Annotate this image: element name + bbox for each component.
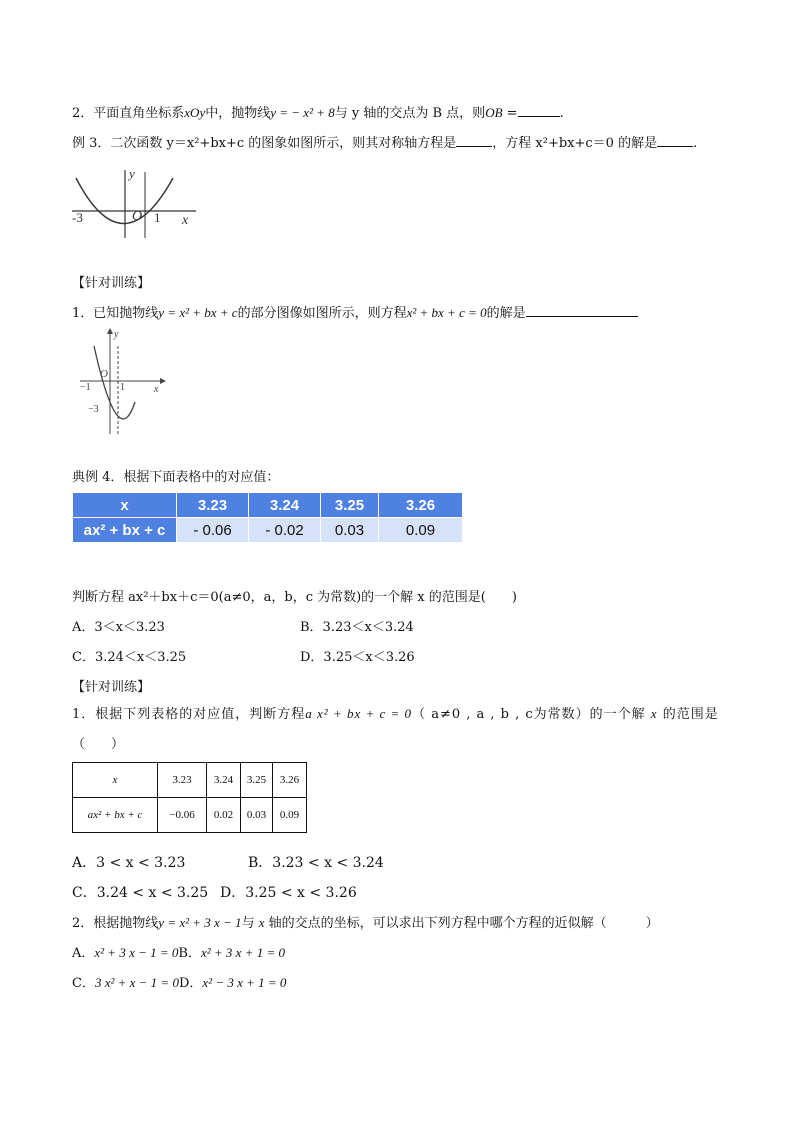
q2-eq: = <box>502 106 518 121</box>
ex4-option-c[interactable]: C．3.24＜x＜3.25 <box>72 650 187 665</box>
drill2-table-header-cell: 3.26 <box>273 763 307 798</box>
q2-suffix: 与 y 轴的交点为 B 点，则 <box>334 106 486 121</box>
drill2-q2-option-c-label[interactable]: C． <box>72 976 95 991</box>
ex4-option-d[interactable]: D．3.25＜x＜3.26 <box>300 650 415 665</box>
ex4-table-value-row <box>73 518 463 543</box>
drill1-parabola-graph <box>78 326 168 436</box>
drill1-formula: y = x² + bx + c <box>158 305 238 320</box>
drill2-q2-option-a-eq[interactable]: x² + 3 x − 1 = 0 <box>94 945 179 960</box>
drill2-q1-text: 1．根据下列表格的对应值，判断方程 <box>72 707 306 722</box>
ex4-option-b[interactable]: B．3.23＜x＜3.24 <box>300 620 414 635</box>
drill2-q2-option-d-label[interactable]: D． <box>178 976 203 991</box>
drill2-q2-option-a-label[interactable]: A． <box>72 946 95 961</box>
ex4-question: 判断方程 ax²＋bx＋c＝0(a≠0，a，b，c 为常数)的一个解 x 的范围是( ) <box>72 590 517 605</box>
drill2-q2-option-b-eq[interactable]: x² + 3 x + 1 = 0 <box>200 945 285 960</box>
drill1-x-label: x <box>154 384 159 395</box>
question-2 <box>72 102 564 121</box>
drill2-q1-eq: a x² + bx + c = 0 <box>305 706 413 721</box>
ex4-option-a[interactable]: A．3＜x＜3.23 <box>72 620 165 635</box>
drill2-table-cell: 0.09 <box>273 798 307 833</box>
drill2-q2-x: x <box>258 915 265 930</box>
drill2-option-b[interactable]: B．3.23 < x < 3.24 <box>248 855 384 871</box>
ex4-table <box>72 492 463 543</box>
drill2-table-cell: 0.02 <box>207 798 241 833</box>
drill-1-heading: 【针对训练】 <box>72 276 151 291</box>
drill1-origin-label: O <box>100 368 108 380</box>
ex3-end: . <box>693 136 698 151</box>
ex4-table-cell: 0.03 <box>321 518 379 543</box>
drill2-q2-text: 2．根据抛物线 <box>72 916 159 931</box>
ex3-x-label: x <box>182 213 189 228</box>
answer-blank <box>456 134 492 147</box>
q2-prefix: 2．平面直角坐标系 <box>72 106 185 121</box>
q2-ob: OB <box>485 105 503 120</box>
ex3-text1: 例 3．二次函数 y＝x²+bx+c 的图象如图所示，则其对称轴方程是 <box>72 136 457 151</box>
answer-blank <box>518 104 560 117</box>
drill-2-heading: 【针对训练】 <box>72 680 151 695</box>
ex4-table-header-cell: 3.25 <box>321 493 379 518</box>
example-3 <box>72 132 697 151</box>
drill2-q2-end: 轴的交点的坐标，可以求出下列方程中哪个方程的近似解（ ） <box>268 916 659 931</box>
ex3-one-label: 1 <box>154 210 161 225</box>
drill2-q2-mid: 与 <box>241 916 255 931</box>
ex3-text2: ，方程 x²+bx+c＝0 的解是 <box>492 136 658 151</box>
drill2-q2-formula: y = x² + 3 x − 1 <box>158 915 242 930</box>
drill1-minus1-label: −1 <box>80 382 91 393</box>
ex4-table-header-cell: 3.26 <box>379 493 463 518</box>
drill2-option-d[interactable]: D．3.25 < x < 3.26 <box>220 885 357 901</box>
ex4-table-cell: 0.09 <box>379 518 463 543</box>
q2-mid: 中，抛物线 <box>205 106 271 121</box>
drill2-table-header-cell: 3.25 <box>241 763 273 798</box>
drill2-option-a[interactable]: A．3 < x < 3.23 <box>72 855 186 871</box>
ex4-table-cell: - 0.02 <box>249 518 321 543</box>
ex3-minus3-label: -3 <box>72 210 83 225</box>
ex4-table-cell: - 0.06 <box>177 518 249 543</box>
answer-blank <box>657 134 693 147</box>
ex4-table-header-row <box>73 493 463 518</box>
drill2-q1-paren: （ a≠0 , a , b , c为常数）的一个解 <box>412 707 646 722</box>
drill1-one-label: 1 <box>120 382 125 393</box>
drill2-question-2 <box>72 912 659 931</box>
drill2-table <box>72 762 307 833</box>
drill2-question-1 <box>72 703 719 722</box>
drill2-table-header-cell: 3.24 <box>207 763 241 798</box>
drill2-q1-bracket: （ ） <box>72 737 125 752</box>
drill2-q2-option-c-eq[interactable]: 3 x² + x − 1 = 0 <box>94 975 179 990</box>
drill2-table-cell: 0.03 <box>241 798 273 833</box>
drill2-option-c[interactable]: C．3.24 < x < 3.25 <box>72 885 209 901</box>
drill2-table-header-cell: x <box>73 763 158 798</box>
ex3-parabola-graph <box>68 164 200 240</box>
drill-1-question <box>72 302 638 321</box>
drill1-text3: 的解是 <box>486 306 526 321</box>
q2-xoy: xOy <box>184 105 206 120</box>
q2-end: . <box>559 106 564 121</box>
drill2-table-header-cell: 3.23 <box>158 763 207 798</box>
drill1-minus3-label: −3 <box>88 404 99 415</box>
drill2-table-value-row <box>73 798 307 833</box>
answer-blank <box>526 304 638 317</box>
drill2-table-row-label: ax² + bx + c <box>73 798 158 833</box>
drill2-table-cell: −0.06 <box>158 798 207 833</box>
drill2-table-header-row <box>73 763 307 798</box>
drill2-q2-option-d-eq[interactable]: x² − 3 x + 1 = 0 <box>202 975 287 990</box>
ex4-table-header-cell: 3.24 <box>249 493 321 518</box>
drill1-eq: x² + bx + c = 0 <box>406 305 487 320</box>
ex3-origin-label: O <box>132 209 143 224</box>
drill1-text1: 1．已知抛物线 <box>72 306 159 321</box>
ex4-table-header-cell: x <box>73 493 177 518</box>
drill2-q2-options-cd <box>72 972 286 991</box>
ex4-table-header-cell: 3.23 <box>177 493 249 518</box>
q2-formula: y = − x² + 8 <box>270 105 335 120</box>
ex4-table-row-label: ax² + bx + c <box>73 518 177 543</box>
drill2-q1-x: x <box>650 706 658 721</box>
drill1-text2: 的部分图像如图所示，则方程 <box>237 306 407 321</box>
ex3-y-label: y <box>129 166 135 181</box>
drill2-q1-end: 的范围是 <box>662 707 719 722</box>
example-4-title: 典例 4．根据下面表格中的对应值： <box>72 470 280 485</box>
drill2-q2-option-b-label[interactable]: B． <box>178 946 201 961</box>
drill2-q2-options-ab <box>72 942 285 961</box>
drill1-y-label: y <box>114 329 119 340</box>
